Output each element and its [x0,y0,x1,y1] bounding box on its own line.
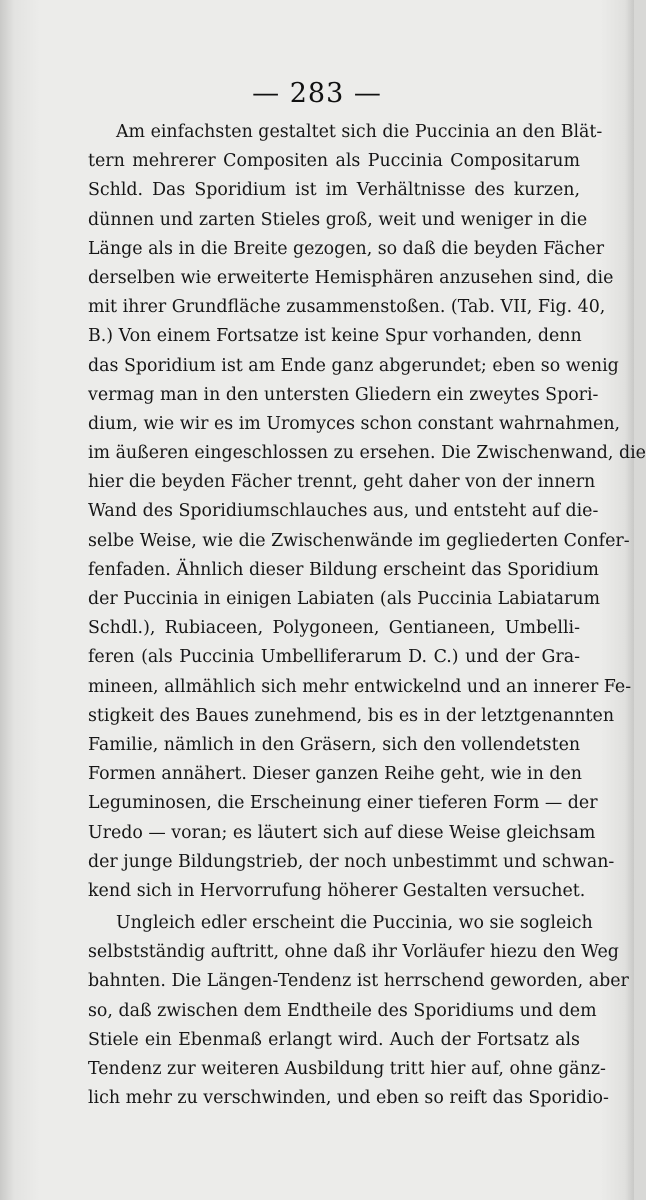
text-line: im äußeren eingeschlossen zu ersehen. Die Zwischenwand, die [88,443,646,464]
text-line: stigkeit des Baues zunehmend, bis es in der letztgenannten [88,705,615,726]
text-line: derselben wie erweiterte Hemisphären anzusehen sind, die [88,267,614,288]
text-line: mineen, allmählich sich mehr entwickelnd und an innerer Fe- [88,676,632,697]
text-line: Uredo — voran; es läutert sich auf diese Weise gleichsam [88,822,596,843]
text-line: kend sich in Hervorrufung höherer Gestalten versuchet. [88,880,586,901]
text-line: Familie, nämlich in den Gräsern, sich den vollendetsten [88,734,581,755]
text-line: hier die beyden Fächer trennt, geht daher von der innern [88,472,596,493]
text-line: Formen annähert. Dieser ganzen Reihe geht, wie in den [88,764,582,785]
text-line: Länge als in die Breite gezogen, so daß die beyden Fächer [88,238,605,259]
text-line: bahnten. Die Längen-Tendenz ist herrschend geworden, aber [88,971,629,992]
text-line: dium, wie wir es im Uromyces schon constant wahrnahmen, [88,413,621,434]
text-line: selbstständig auftritt, ohne daß ihr Vorläufer hiezu den Weg [88,942,619,963]
text-line: Wand des Sporidiumschlauches aus, und entsteht auf die- [88,501,599,522]
text-line: mit ihrer Grundfläche zusammenstoßen. (Tab. VII, Fig. 40, [88,297,606,318]
text-line: so, daß zwischen dem Endtheile des Sporidiums und dem [88,1000,597,1021]
text-line: dünnen und zarten Stieles groß, weit und weniger in die [88,209,588,230]
text-line: der Puccinia in einigen Labiaten (als Puccinia Labiatarum [88,589,601,609]
text-line: Schdl.), Rubiaceen, Polygoneen, Gentianeen, Umbelli- [88,618,580,639]
text-line: fenfaden. Ähnlich dieser Bildung erscheint das Sporidium [88,559,599,580]
text-line: lich mehr zu verschwinden, und eben so reift das Sporidio- [88,1088,609,1109]
text-line: der junge Bildungstrieb, der noch unbestimmt und schwan- [88,851,615,872]
text-line: Am einfachsten gestaltet sich die Puccinia an den Blät- [116,122,603,142]
text-line: feren (als Puccinia Umbelliferarum D. C.) und der Gra- [88,647,580,668]
body-text [88,118,646,1113]
text-line: Tendenz zur weiteren Ausbildung tritt hier auf, ohne gänz- [88,1059,606,1079]
page-number: — 283 — [252,78,382,109]
text-line: Ungleich edler erscheint die Puccinia, wo sie sogleich [116,913,593,934]
text-line: selbe Weise, wie die Zwischenwände im gegliederten Confer- [88,530,630,551]
text-line: tern mehrerer Compositen als Puccinia Compositarum [88,151,580,172]
text-line: Leguminosen, die Erscheinung einer tieferen Form — der [88,793,598,814]
text-line: Stiele ein Ebenmaß erlangt wird. Auch der Fortsatz als [88,1029,580,1050]
text-line: das Sporidium ist am Ende ganz abgerundet; eben so wenig [88,355,619,376]
paragraph-1 [88,118,646,906]
text-line: Schld. Das Sporidium ist im Verhältnisse des kurzen, [88,180,580,201]
text-line: B.) Von einem Fortsatze ist keine Spur vorhanden, denn [88,326,582,347]
text-line: vermag man in den untersten Gliedern ein zweytes Spori- [88,384,599,405]
paragraph-2 [88,909,629,1113]
